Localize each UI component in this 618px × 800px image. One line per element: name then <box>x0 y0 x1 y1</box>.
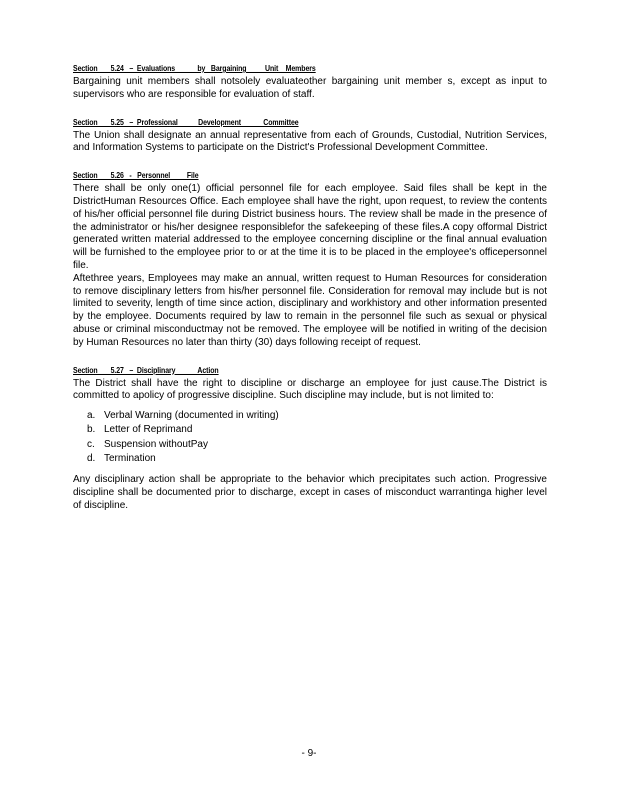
section-heading: Section 5.24 – Evaluations by Bargaining Unit Members <box>73 63 316 73</box>
section-5-26 <box>73 165 547 349</box>
list-item-text: Suspension withoutPay <box>104 438 208 450</box>
list-marker: a. <box>87 410 96 422</box>
list-item <box>73 438 547 452</box>
section-heading: Section 5.26 - Personnel File <box>73 170 199 181</box>
section-paragraph: There shall be only one(1) official personnel file for each employee. Said files shall be kept in the DistrictHuman Resources Office. Each employee shall have the right, upon request, to review the contents of his/her official personnel file during District business hours. The review shall be made in the presence of the administrator or his/her designee responsiblefor the safekeeping of these files.A copy offormal District generated written material addressed to the employee concerning discipline or the final annual evaluation will be furnished to the employee prior to or at the time it is to be placed in the employee's officepersonnel file. <box>73 183 547 271</box>
list-item <box>73 409 547 423</box>
section-5-25 <box>73 112 547 156</box>
page-number: - 9- <box>301 748 317 759</box>
section-paragraph: Bargaining unit members shall notsolely evaluateother bargaining unit member s, except as input to supervisors who are responsible for evaluation of staff. <box>73 76 547 100</box>
section-5-27 <box>73 360 547 513</box>
section-paragraph: Aftethree years, Employees may make an annual, written request to Human Resources for consideration to remove disciplinary letters from his/her personnel file. Consideration for removal may include but is not limited to severity, length of time since action, disciplinary and workhistory and other information presented by the employee. Documents required by law to remain in the personnel file such as sexual or physical abuse or criminal misconductmay not be removed. The employee will be notified in writing of the decision by Human Resources no later than thirty (30) days following receipt of request. <box>73 272 547 348</box>
list-item-text: Termination <box>104 452 156 464</box>
list-marker: c. <box>87 438 95 450</box>
section-paragraph: The Union shall designate an annual representative from each of Grounds, Custodial, Nutrition Services, and Information Systems to participate on the District's Professional Development Committee. <box>73 129 547 154</box>
list-item-text: Letter of Reprimand <box>104 424 193 436</box>
document-body <box>73 58 547 522</box>
discipline-list <box>73 409 547 466</box>
list-item <box>73 423 547 437</box>
section-heading: Section 5.27 – Disciplinary Action <box>73 364 219 375</box>
section-paragraph: The District shall have the right to discipline or discharge an employee for just cause.The District is committed to apolicy of progressive discipline. Such discipline may include, but is not limited to: <box>73 377 547 402</box>
list-marker: b. <box>87 424 96 436</box>
list-item <box>73 452 547 466</box>
list-marker: d. <box>87 452 96 464</box>
section-5-24 <box>73 58 547 102</box>
list-item-text: Verbal Warning (documented in writing) <box>104 410 279 422</box>
closing-paragraph: Any disciplinary action shall be appropriate to the behavior which precipitates such action. Progressive discipline shall be documented prior to discharge, except in cases of misconduct warrantinga higher level of discipline. <box>73 473 547 511</box>
section-heading: Section 5.25 – Professional Development Committee <box>73 116 299 127</box>
